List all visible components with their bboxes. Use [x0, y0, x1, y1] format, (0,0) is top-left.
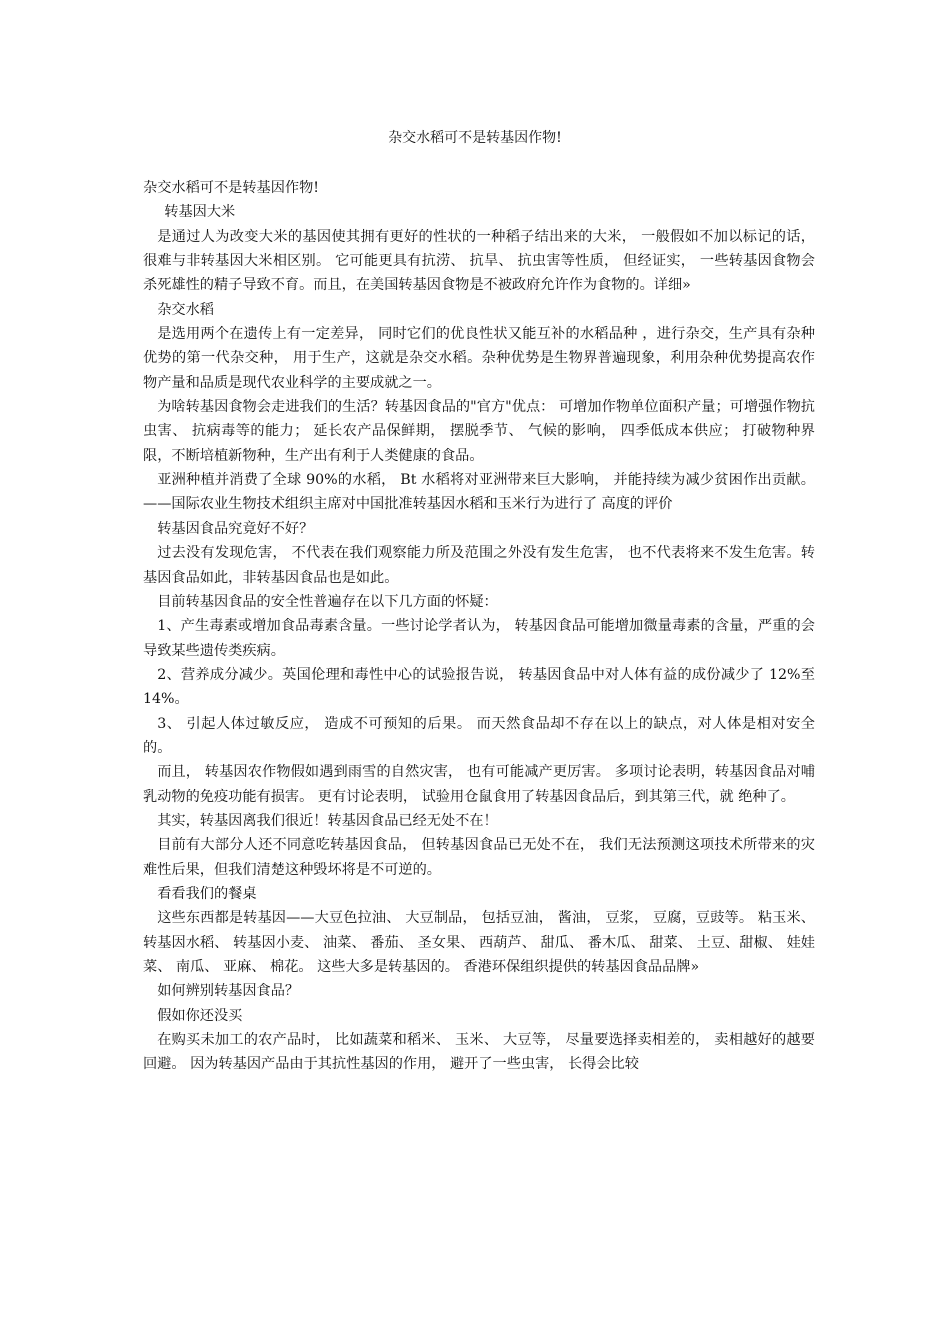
paragraph: 为啥转基因食物会走进我们的生活？转基因食品的"官方"优点： 可增加作物单位面积产量；可增强作物抗虫害、 抗病毒等的能力； 延长农产品保鲜期， 摆脱季节、 气候的影响， 四季低成本供应； 打破物种界限，不断培植新物种，生产出有利于人类健康的食品。: [143, 399, 815, 464]
paragraph: 1、产生毒素或增加食品毒素含量。一些讨论学者认为， 转基因食品可能增加微量毒素的含量，严重的会导致某些遗传类疾病。: [143, 618, 815, 659]
paragraph: 而且， 转基因农作物假如遇到雨雪的自然灾害， 也有可能减产更厉害。 多项讨论表明，转基因食品对哺乳动物的免疫功能有损害。 更有讨论表明， 试验用仓鼠食用了转基因食品后，到其第三代，就 绝种了。: [143, 764, 815, 805]
document-title: 杂交水稻可不是转基因作物!: [388, 130, 562, 146]
paragraph: 杂交水稻: [157, 301, 214, 318]
paragraph: 杂交水稻可不是转基因作物!: [143, 180, 319, 196]
paragraph: 是选用两个在遗传上有一定差异， 同时它们的优良性状又能互补的水稻品种 ，进行杂交，生产具有杂种优势的第一代杂交种， 用于生产，这就是杂交水稻。杂种优势是生物界普遍现象，利用杂种优势提高农作 物产量和品质是现代农业科学的主要成就之一。: [143, 326, 815, 391]
paragraph: 目前转基因食品的安全性普遍存在以下几方面的怀疑：: [157, 593, 498, 610]
paragraph: 假如你还没买: [157, 1007, 243, 1024]
paragraph: 这些东西都是转基因——大豆色拉油、 大豆制品， 包括豆油， 酱油， 豆浆， 豆腐，豆豉等。 粘玉米、 转基因水稻、 转基因小麦、 油菜、 番茄、 圣女果、 西葫芦、 甜瓜、 番木瓜、 甜菜、 土豆、甜椒、 娃娃菜、 南瓜、 亚麻、 棉花。 这些大多是转基因的。 香港环保组织提供的转基因食品品牌»: [143, 910, 815, 975]
paragraph: 是通过人为改变大米的基因使其拥有更好的性状的一种稻子结出来的大米， 一般假如不加以标记的话， 很难与非转基因大米相区别。 它可能更具有抗涝、 抗旱、 抗虫害等性质， 但经证实， 一些转基因食物会杀死雄性的精子导致不育。而且，在美国转基因食物是不被政府允许作为食物的。详细»: [143, 228, 815, 294]
document-body: [143, 176, 815, 1077]
paragraph: 2、营养成分减少。英国伦理和毒性中心的试验报告说， 转基因食品中对人体有益的成份减少了 12%至 14%。: [143, 666, 815, 708]
paragraph: 3、 引起人体过敏反应， 造成不可预知的后果。 而天然食品却不存在以上的缺点，对人体是相对安全的。: [143, 715, 815, 756]
paragraph: 如何辨别转基因食品？: [157, 983, 300, 1000]
paragraph: 在购买未加工的农产品时， 比如蔬菜和稻米、 玉米、 大豆等， 尽量要选择卖相差的， 卖相越好的越要回避。 因为转基因产品由于其抗性基因的作用， 避开了一些虫害， 长得会比较: [143, 1032, 815, 1073]
paragraph: 亚洲种植并消费了全球 90%的水稻， Bt 水稻将对亚洲带来巨大影响， 并能持续为减少贫困作出贡献。——国际农业生物技术组织主席对中国批准转基因水稻和玉米行为进行了 高度的评价: [143, 472, 815, 513]
paragraph: 其实，转基因离我们很近！转基因食品已经无处不在！: [157, 812, 498, 829]
paragraph: 过去没有发现危害， 不代表在我们观察能力所及范围之外没有发生危害， 也不代表将来不发生危害。转基因食品如此，非转基因食品也是如此。: [143, 545, 815, 586]
paragraph: 转基因食品究竟好不好？: [157, 520, 314, 537]
paragraph: 看看我们的餐桌: [157, 885, 257, 902]
paragraph: 目前有大部分人还不同意吃转基因食品， 但转基因食品已无处不在， 我们无法预测这项技术所带来的灾难性后果，但我们清楚这种毁坏将是不可逆的。: [143, 837, 815, 878]
paragraph: 转基因大米: [164, 204, 236, 221]
